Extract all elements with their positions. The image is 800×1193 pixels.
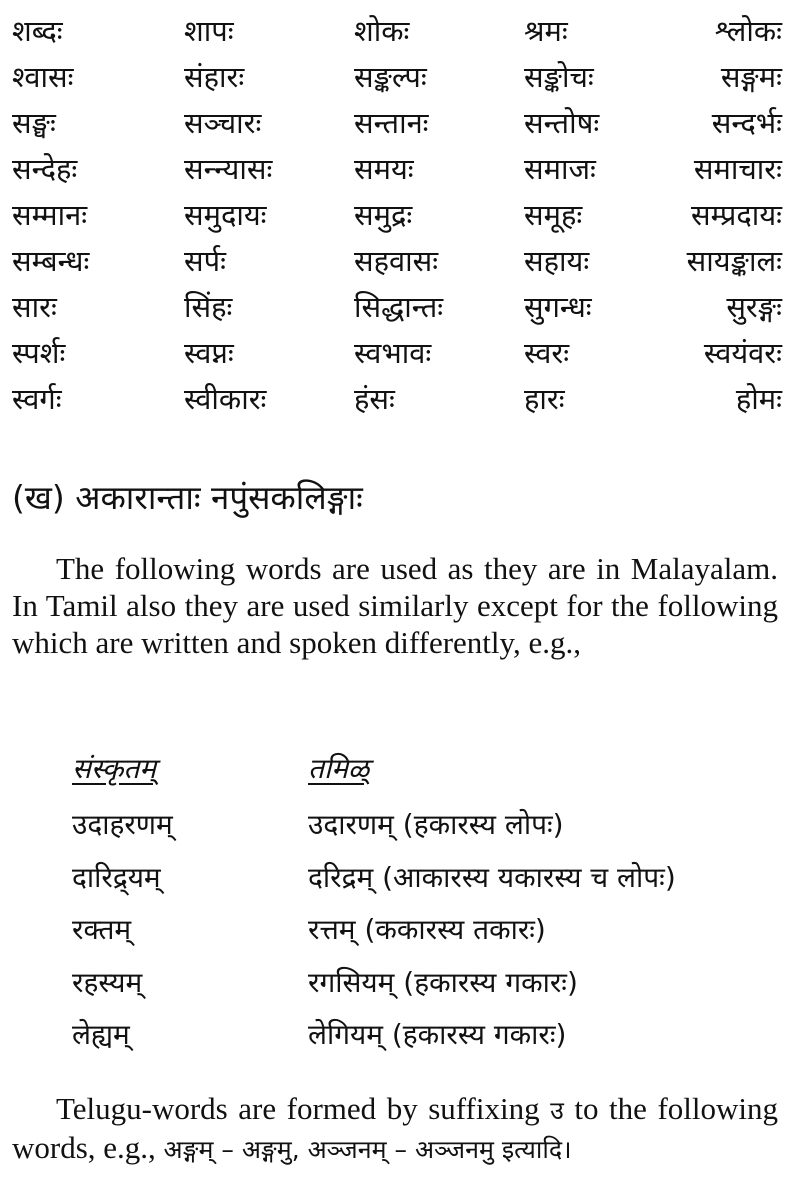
tamil-form: लेगियम् (हकारस्य गकारः)	[308, 1018, 567, 1052]
word-cell: होमः	[735, 382, 782, 416]
paragraph-text: Telugu-words are formed by suffixing	[56, 1091, 551, 1126]
column-header-sanskrit: संस्कृतम्	[72, 752, 157, 785]
word-cell: समुदायः	[184, 198, 267, 232]
word-cell: समाचारः	[693, 152, 782, 186]
word-cell: शब्दः	[12, 14, 63, 48]
sanskrit-word: रहस्यम्	[72, 965, 143, 999]
word-cell: श्लोकः	[714, 14, 782, 48]
word-cell: सङ्गमः	[720, 60, 782, 94]
word-row	[12, 192, 782, 238]
word-cell: सिंहः	[184, 290, 233, 324]
comparison-row	[72, 798, 772, 851]
sanskrit-word: दारिद्र्यम्	[72, 860, 161, 894]
word-cell: सुगन्धः	[524, 290, 592, 324]
word-row	[12, 146, 782, 192]
section-heading: (ख) अकारान्ताः नपुंसकलिङ्गाः	[12, 478, 363, 517]
word-grid	[12, 8, 782, 422]
word-cell: समयः	[354, 152, 414, 186]
word-cell: सङ्घः	[12, 106, 56, 140]
word-cell: सम्बन्धः	[12, 244, 90, 278]
word-cell: सन्न्यासः	[184, 152, 273, 186]
word-row	[12, 100, 782, 146]
comparison-header	[72, 742, 772, 794]
word-cell: शोकः	[354, 14, 410, 48]
comparison-row	[72, 1008, 772, 1061]
word-cell: सञ्चारः	[184, 106, 262, 140]
comparison-row	[72, 903, 772, 956]
word-cell: समुद्रः	[354, 198, 413, 232]
word-row	[12, 8, 782, 54]
word-cell: सम्मानः	[12, 198, 88, 232]
word-row	[12, 238, 782, 284]
word-row	[12, 284, 782, 330]
word-cell: सहवासः	[354, 244, 439, 278]
word-cell: सन्तोषः	[524, 106, 600, 140]
word-cell: सन्देहः	[12, 152, 78, 186]
comparison-row	[72, 956, 772, 1009]
word-row	[12, 376, 782, 422]
word-cell: स्वरः	[524, 336, 570, 370]
word-cell: समूहः	[524, 198, 583, 232]
sanskrit-word: उदाहरणम्	[72, 808, 173, 842]
tamil-form: रत्तम् (ककारस्य तकारः)	[308, 913, 546, 947]
word-cell: सङ्कल्पः	[354, 60, 427, 94]
sanskrit-word: रक्तम्	[72, 913, 132, 947]
word-cell: सम्प्रदायः	[691, 198, 782, 232]
word-cell: शापः	[184, 14, 234, 48]
tamil-form: दरिद्रम् (आकारस्य यकारस्य च लोपः)	[308, 860, 676, 894]
word-cell: सुरङ्गः	[726, 290, 782, 324]
body-paragraph-telugu	[12, 1090, 778, 1168]
column-header-tamil: तमिळ्	[308, 752, 370, 785]
word-cell: सिद्धान्तः	[354, 290, 444, 324]
word-cell: सन्तानः	[354, 106, 429, 140]
word-cell: स्पर्शः	[12, 336, 66, 370]
vowel-u: उ	[550, 1096, 564, 1125]
word-cell: समाजः	[524, 152, 596, 186]
tamil-form: उदारणम् (हकारस्य लोपः)	[308, 808, 564, 842]
word-cell: सन्दर्भः	[711, 106, 782, 140]
word-cell: श्रमः	[524, 14, 568, 48]
example-words: अङ्गम् – अङ्गमु, अञ्जनम् – अञ्जनमु इत्यादि।	[163, 1135, 572, 1164]
word-cell: सारः	[12, 290, 57, 324]
body-paragraph: The following words are used as they are in Malayalam. In Tamil also they are used similarly except for the following which are written and spoken differently, e.g.,	[12, 551, 778, 660]
word-row	[12, 330, 782, 376]
comparison-table	[72, 742, 772, 1061]
word-cell: सायङ्कालः	[686, 244, 782, 278]
word-cell: संहारः	[184, 60, 245, 94]
word-row	[12, 54, 782, 100]
word-cell: स्वर्गः	[12, 382, 62, 416]
word-cell: स्वभावः	[354, 336, 432, 370]
sanskrit-word: लेह्यम्	[72, 1018, 130, 1052]
word-cell: स्वीकारः	[184, 382, 267, 416]
comparison-row	[72, 851, 772, 904]
word-cell: स्वप्नः	[184, 336, 234, 370]
word-cell: हारः	[524, 382, 565, 416]
word-cell: सङ्कोचः	[524, 60, 594, 94]
word-cell: श्वासः	[12, 60, 74, 94]
word-cell: सर्पः	[184, 244, 226, 278]
word-cell: सहायः	[524, 244, 590, 278]
tamil-form: रगसियम् (हकारस्य गकारः)	[308, 965, 578, 999]
paragraph-text: to the following words, e.g.,	[12, 1091, 778, 1165]
word-cell: हंसः	[354, 382, 395, 416]
word-cell: स्वयंवरः	[703, 336, 782, 370]
